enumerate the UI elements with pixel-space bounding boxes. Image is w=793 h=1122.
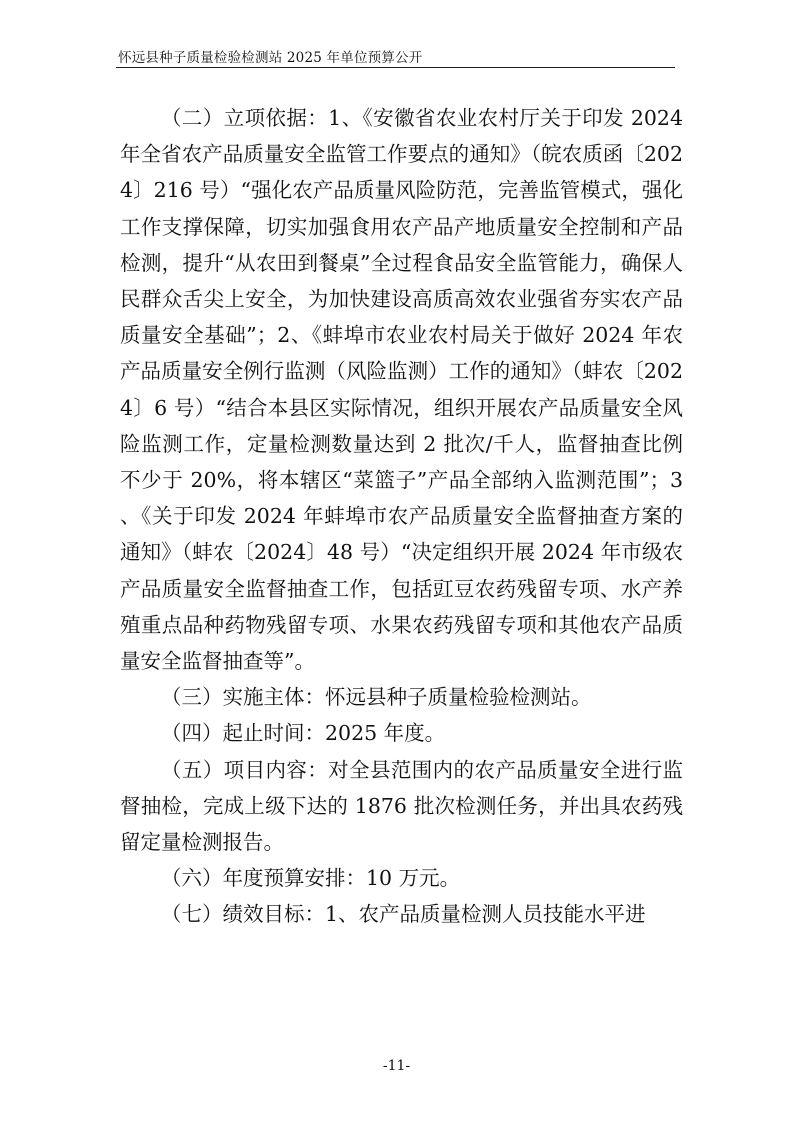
paragraph-performance-goals: （七）绩效目标：1、农产品质量检测人员技能水平进 (161, 902, 646, 927)
page-number: -11- (382, 1058, 411, 1074)
header-divider (116, 67, 675, 68)
paragraph-time-period: （四）起止时间：2025 年度。 (161, 721, 446, 746)
paragraph-project-content: （五）项目内容：对全县范围内的农产品质量安全进行监督抽检，完成上级下达的 1876 批次检测任务，并出具农药残留定量检测报告。 (120, 757, 683, 855)
paragraph-implementing-entity: （三）实施主体：怀远县种子质量检验检测站。 (161, 685, 592, 710)
paragraph-project-basis: （二）立项依据：1、《安徽省农业农村厅关于印发 2024 年全省农产品质量安全监管工作要点的通知》（皖农质函〔2024〕216 号）“强化农产品质量风险防范，完善监管模式，强化工作支撑保障，切实加强食用农产品产地质量安全控制和产品检测，提升“从农田到餐桌”全过程食品安全监管能力，确保人民群众舌尖上安全，为加快建设高质高效农业强省夯实农产品质量安全基础”；2、《蚌埠市农业农村局关于做好 2024 年农产品质量安全例行监测（风险监测）工作的通知》（蚌农〔2024〕6 号）“结合本县区实际情况，组织开展农产品质量安全风险监测工作，定量检测数量达到 2 批次/千人，监督抽查比例不少于 20%，将本辖区“菜篮子”产品全部纳入监测范围”；3、《关于印发 2024 年蚌埠市农产品质量安全监督抽查方案的通知》（蚌农〔2024〕48 号）“决定组织开展 2024 年市级农产品质量安全监督抽查工作，包括豇豆农药残留专项、水产养殖重点品种药物残留专项、水果农药残留专项和其他农产品质量安全监督抽查等”。 (120, 106, 683, 674)
paragraph-annual-budget: （六）年度预算安排：10 万元。 (161, 866, 461, 891)
document-body (120, 100, 683, 933)
page-header-title: 怀远县种子质量检验检测站 2025 年单位预算公开 (118, 50, 423, 66)
